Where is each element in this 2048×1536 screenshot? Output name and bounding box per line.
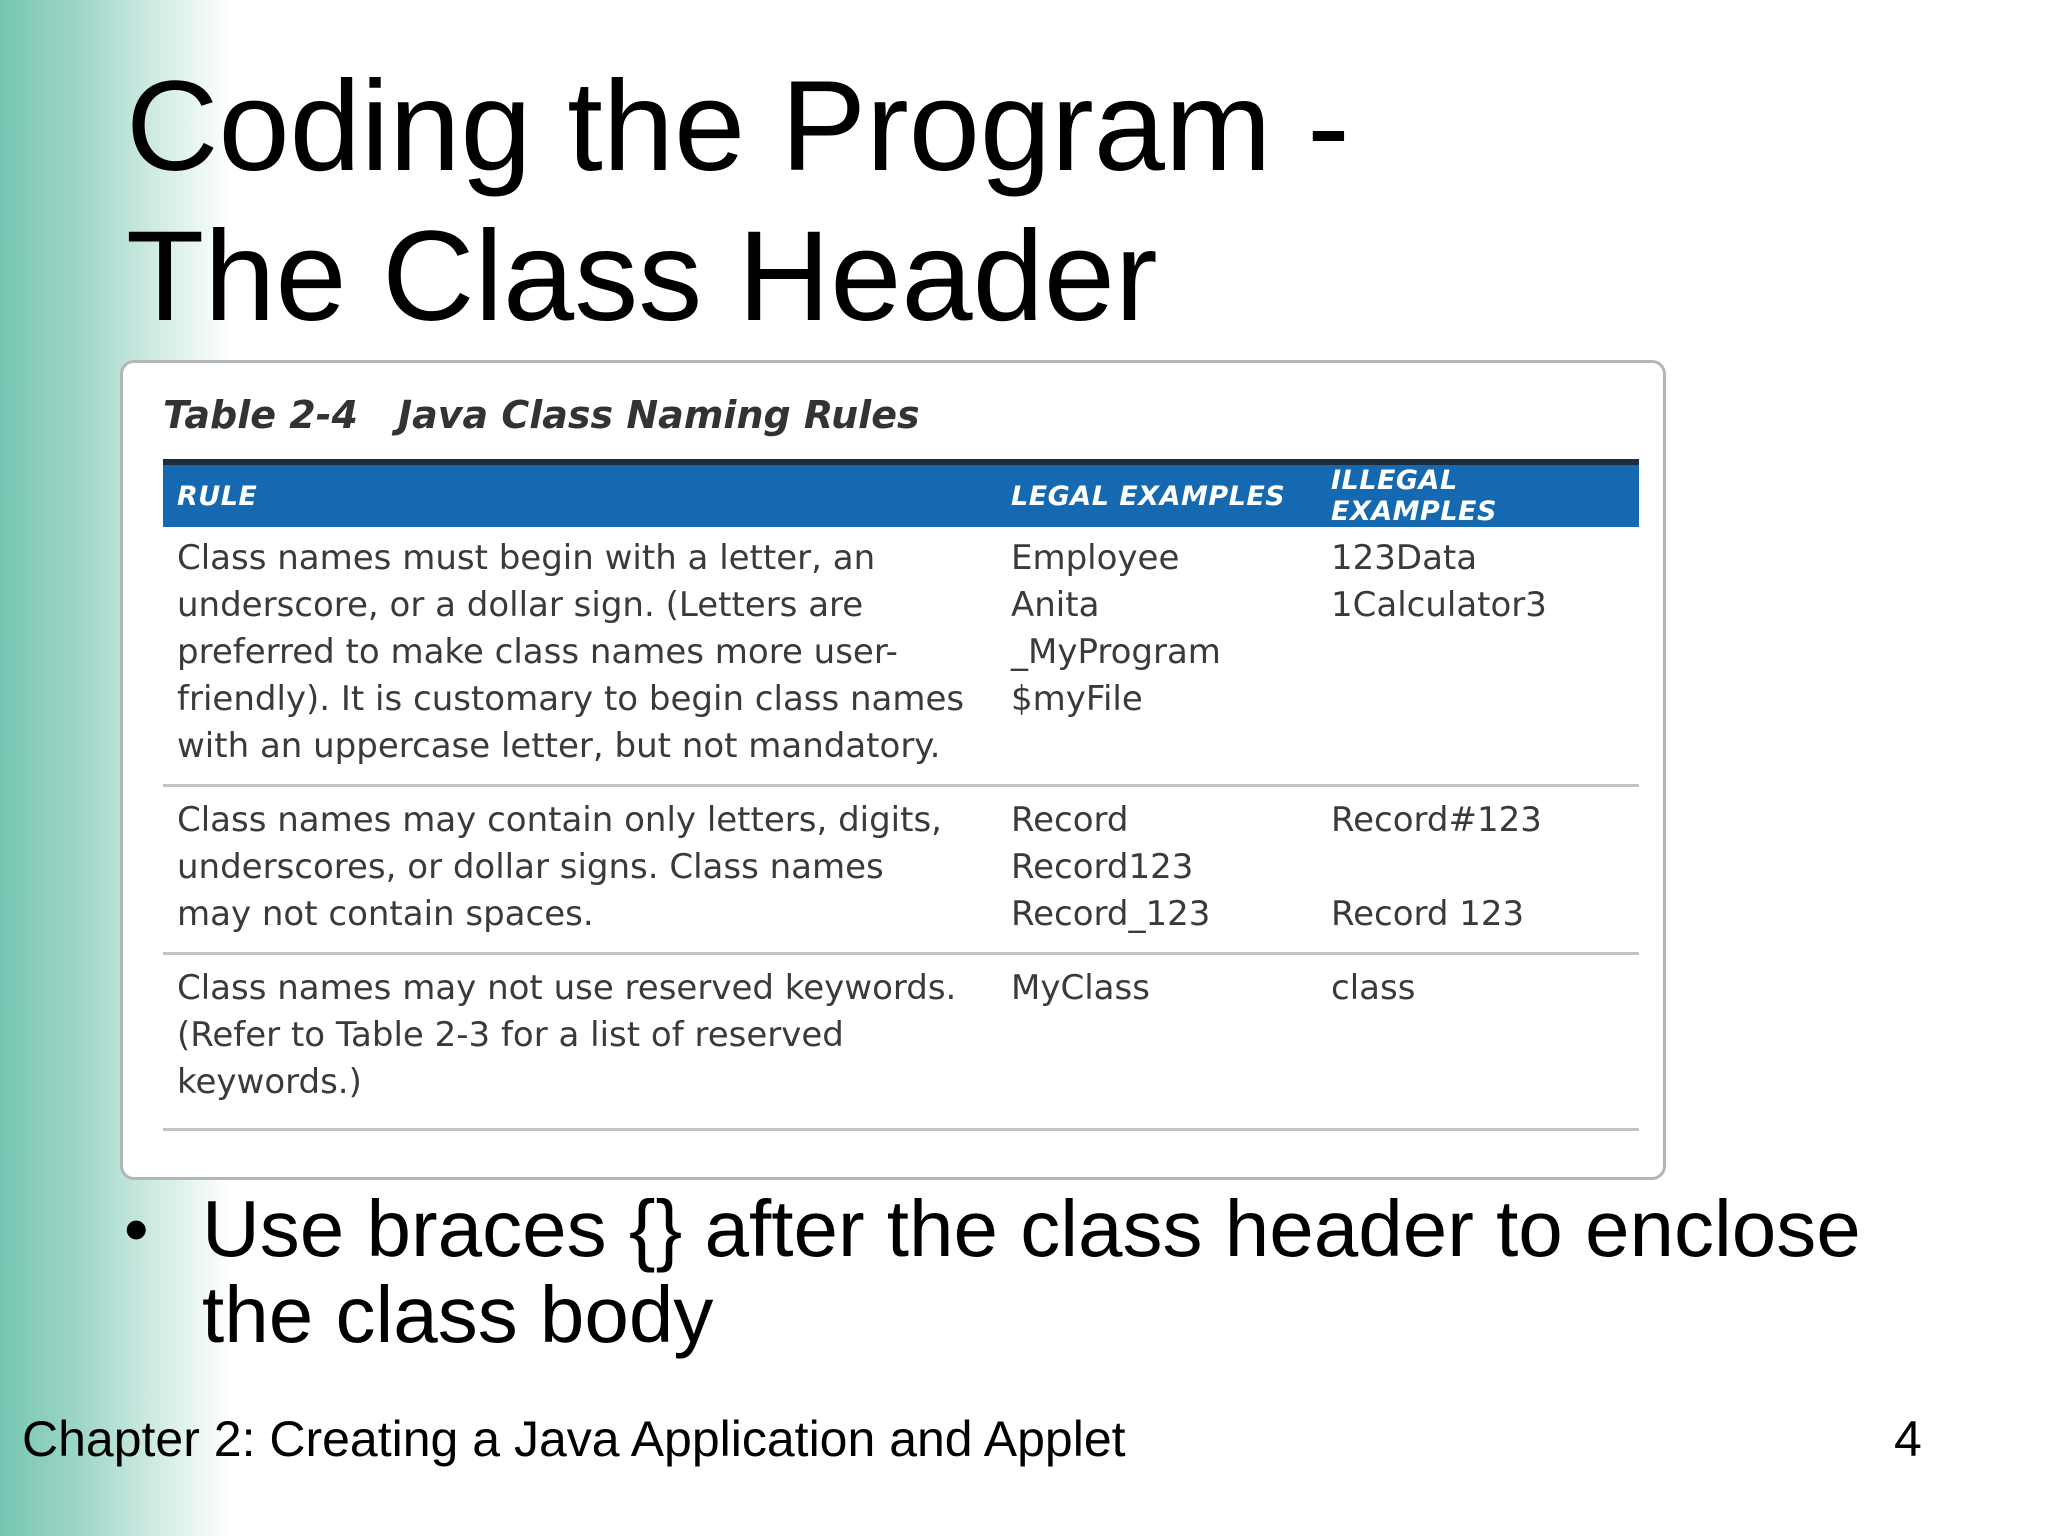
title-line-1: Coding the Program - <box>126 55 1350 198</box>
bullet-text <box>202 1186 1861 1358</box>
illegal-example-spacer <box>1331 844 1625 891</box>
illegal-example: 1Calculator3 <box>1331 585 1547 625</box>
table-caption <box>163 393 920 437</box>
rule-line: underscore, or a dollar sign. (Letters are <box>177 585 864 625</box>
table-row <box>163 786 1639 954</box>
table-figure <box>120 360 1666 1180</box>
rule-cell <box>163 954 997 1130</box>
table-row <box>163 527 1639 786</box>
table-header-row <box>163 462 1639 527</box>
legal-examples-cell <box>997 954 1317 1130</box>
table-number: Table 2-4 <box>163 393 358 437</box>
illegal-examples-cell <box>1317 954 1639 1130</box>
illegal-example: 123Data <box>1331 538 1478 578</box>
title-line-2: The Class Header <box>126 205 1158 348</box>
naming-rules-table <box>163 459 1639 1131</box>
legal-example: $myFile <box>1011 679 1143 719</box>
rule-line: Class names may not use reserved keywords. <box>177 968 957 1008</box>
bullet-dot-icon: • <box>124 1190 149 1268</box>
rule-cell <box>163 527 997 786</box>
legal-example: _MyProgram <box>1011 632 1221 672</box>
rule-line: Class names may contain only letters, digits, <box>177 800 942 840</box>
table-row <box>163 954 1639 1130</box>
table-title: Java Class Naming Rules <box>397 393 920 437</box>
illegal-examples-cell <box>1317 786 1639 954</box>
illegal-examples-cell <box>1317 527 1639 786</box>
rule-line: preferred to make class names more user- <box>177 632 898 672</box>
page-number: 4 <box>1894 1411 1922 1467</box>
bullet-line-2: the class body <box>202 1270 714 1359</box>
rule-line: (Refer to Table 2-3 for a list of reserved <box>177 1015 844 1055</box>
footer-chapter-title: Chapter 2: Creating a Java Application and Applet <box>22 1411 1126 1467</box>
illegal-example: class <box>1331 968 1416 1008</box>
legal-example: Employee <box>1011 538 1180 578</box>
legal-example: Anita <box>1011 585 1100 625</box>
rule-line: may not contain spaces. <box>177 894 594 934</box>
rule-line: keywords.) <box>177 1062 362 1102</box>
legal-example: MyClass <box>1011 968 1150 1008</box>
rule-line: underscores, or dollar signs. Class names <box>177 847 884 887</box>
legal-examples-cell <box>997 786 1317 954</box>
legal-example: Record123 <box>1011 847 1194 887</box>
slide-title <box>126 52 1626 352</box>
illegal-example: Record 123 <box>1331 894 1525 934</box>
legal-example: Record_123 <box>1011 894 1211 934</box>
bullet-point <box>124 1186 1924 1358</box>
legal-examples-cell <box>997 527 1317 786</box>
legal-example: Record <box>1011 800 1129 840</box>
header-legal-examples: LEGAL EXAMPLES <box>997 462 1317 527</box>
header-rule: RULE <box>163 462 997 527</box>
rule-cell <box>163 786 997 954</box>
rule-line: with an uppercase letter, but not mandatory. <box>177 726 941 766</box>
rule-line: friendly). It is customary to begin class names <box>177 679 965 719</box>
bullet-line-1: Use braces {} after the class header to enclose <box>202 1184 1861 1273</box>
header-illegal-examples: ILLEGAL EXAMPLES <box>1317 462 1639 527</box>
rule-line: Class names must begin with a letter, an <box>177 538 876 578</box>
illegal-example: Record#123 <box>1331 800 1542 840</box>
